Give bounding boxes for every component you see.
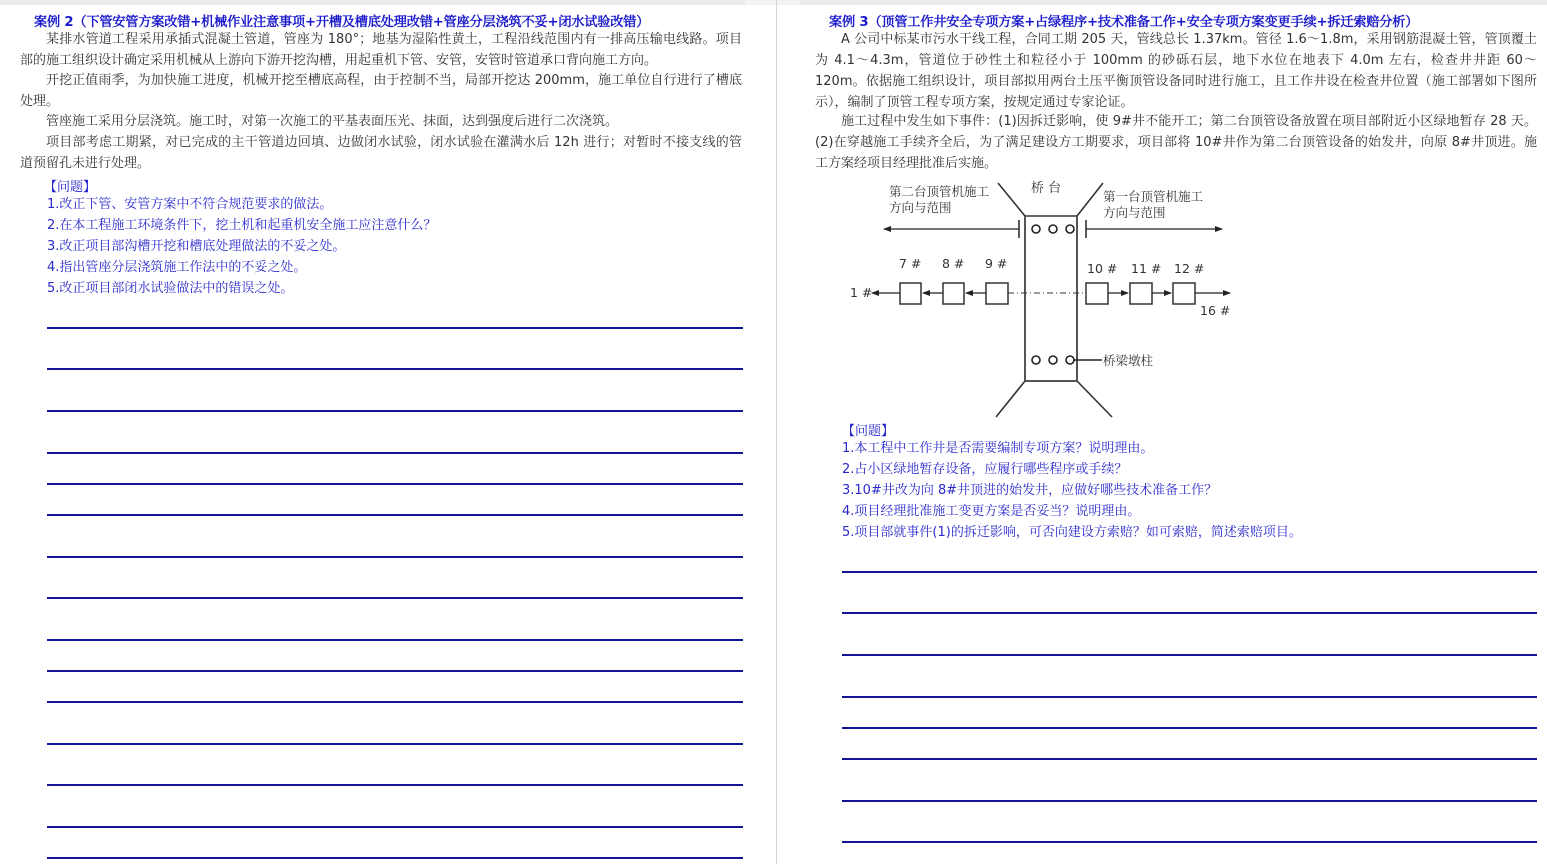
label-well-12: 12 #: [1174, 261, 1205, 276]
page-right: [777, 0, 1547, 864]
answer-line: [47, 784, 743, 786]
case-3-title: 案例 3（顶管工作井安全专项方案+占绿程序+技术准备工作+安全专项方案变更手续+拆迁索赔分析）: [829, 15, 1419, 30]
case-2-paragraph-1: 某排水管道工程采用承插式混凝土管道，管座为 180°；地基为湿陷性黄土，工程沿线范围内有一排高压输电线路。项目部的施工组织设计确定采用机械从上游向下游开挖沟槽，用起重机下管、安管，安管时管道承口背向施工方向。: [20, 32, 742, 68]
case-3-question-4: 4.项目经理批准施工变更方案是否妥当？说明理由。: [842, 504, 1141, 519]
label-first-machine-l2: 方向与范围: [1103, 205, 1166, 220]
answer-line: [47, 410, 743, 412]
answer-line: [842, 612, 1537, 614]
answer-line: [47, 368, 743, 370]
answer-line: [47, 483, 743, 485]
answer-line: [842, 841, 1537, 843]
answer-line: [842, 727, 1537, 729]
case-2-question-4: 4.指出管座分层浇筑施工作法中的不妥之处。: [47, 260, 307, 275]
answer-line: [47, 826, 743, 828]
case-2-paragraph-4: 项目部考虑工期紧，对已完成的主干管道边回填、边做闭水试验，闭水试验在灌满水后 12h 进行；对暂时不接支线的管道预留孔未进行处理。: [20, 135, 742, 171]
answer-line: [47, 514, 743, 516]
label-bridge-abutment: 桥 台: [1031, 181, 1062, 196]
label-well-10: 10 #: [1087, 261, 1118, 276]
answer-line: [47, 556, 743, 558]
case-2-question-5: 5.改正项目部闭水试验做法中的错误之处。: [47, 281, 294, 296]
label-second-machine-l1: 第二台顶管机施工: [889, 184, 990, 199]
answer-line: [47, 743, 743, 745]
case-3-paragraph-2: 施工过程中发生如下事件：(1)因拆迁影响，使 9#井不能开工；第二台顶管设备放置在项目部附近小区绿地暂存 28 天。(2)在穿越施工手续齐全后，为了满足建设方工期要求，项目部将 10#井作为第二台顶管设备的始发井，向原 8#井顶进。施工方案经项目经理批准后实施。: [815, 114, 1537, 171]
label-well-1: 1 #: [850, 285, 873, 300]
label-well-7: 7 #: [899, 256, 922, 271]
case-2-question-1: 1.改正下管、安管方案中不符合规范要求的做法。: [47, 197, 333, 212]
label-well-11: 11 #: [1131, 261, 1162, 276]
label-second-machine-l2: 方向与范围: [889, 200, 952, 215]
label-well-9: 9 #: [985, 256, 1008, 271]
answer-line: [842, 758, 1537, 760]
label-well-16: 16 #: [1200, 303, 1231, 318]
answer-line: [842, 696, 1537, 698]
case-2-question-3: 3.改正项目部沟槽开挖和槽底处理做法的不妥之处。: [47, 239, 346, 254]
case-3-question-1: 1.本工程中工作井是否需要编制专项方案？说明理由。: [842, 441, 1154, 456]
label-well-8: 8 #: [942, 256, 965, 271]
answer-line: [47, 639, 743, 641]
answer-line: [47, 701, 743, 703]
label-bridge-pier: 桥梁墩柱: [1103, 353, 1154, 368]
case-3-questions-heading: 【问题】: [842, 424, 895, 439]
answer-line: [842, 654, 1537, 656]
answer-line: [47, 327, 743, 329]
case-2-paragraph-3: 管座施工采用分层浇筑。施工时，对第一次施工的平基表面压光、抹面，达到强度后进行二次浇筑。: [46, 114, 619, 129]
case-3-question-2: 2.占小区绿地暂存设备，应履行哪些程序或手续？: [842, 462, 1128, 477]
case-2-question-2: 2.在本工程施工环境条件下，挖土机和起重机安全施工应注意什么？: [47, 218, 437, 233]
answer-line: [47, 857, 743, 859]
answer-line: [47, 597, 743, 599]
case-2-title: 案例 2（下管安管方案改错+机械作业注意事项+开槽及槽底处理改错+管座分层浇筑不妥+闭水试验改错）: [34, 15, 650, 30]
case-2-questions-heading: 【问题】: [44, 180, 97, 195]
label-first-machine-l1: 第一台顶管机施工: [1103, 189, 1204, 204]
case-3-paragraph-1: A 公司中标某市污水干线工程，合同工期 205 天，管线总长 1.37km。管径 1.6～1.8m，采用钢筋混凝土管，管顶覆土为 4.1～4.3m，管道位于砂性土和粒径小于 100mm 的砂砾石层，地下水位在地表下 4.0m 左右，检查井井距 60～120m。依据施工组织设计，项目部拟用两台土压平衡顶管设备同时进行施工，且工作井设在检查井位置（施工部署如下图所示），编制了顶管工程专项方案，按规定通过专家论证。: [815, 32, 1537, 110]
case-2-paragraph-2: 开挖正值雨季，为加快施工进度，机械开挖至槽底高程，由于控制不当，局部开挖达 200mm，施工单位自行进行了槽底处理。: [20, 73, 742, 109]
case-3-question-3: 3.10#井改为向 8#井顶进的始发井，应做好哪些技术准备工作？: [842, 483, 1218, 498]
answer-line: [47, 452, 743, 454]
case-3-question-5: 5.项目部就事件(1)的拆迁影响，可否向建设方索赔？如可索赔，简述索赔项目。: [842, 525, 1302, 540]
answer-line: [842, 571, 1537, 573]
answer-line: [47, 670, 743, 672]
answer-line: [842, 800, 1537, 802]
